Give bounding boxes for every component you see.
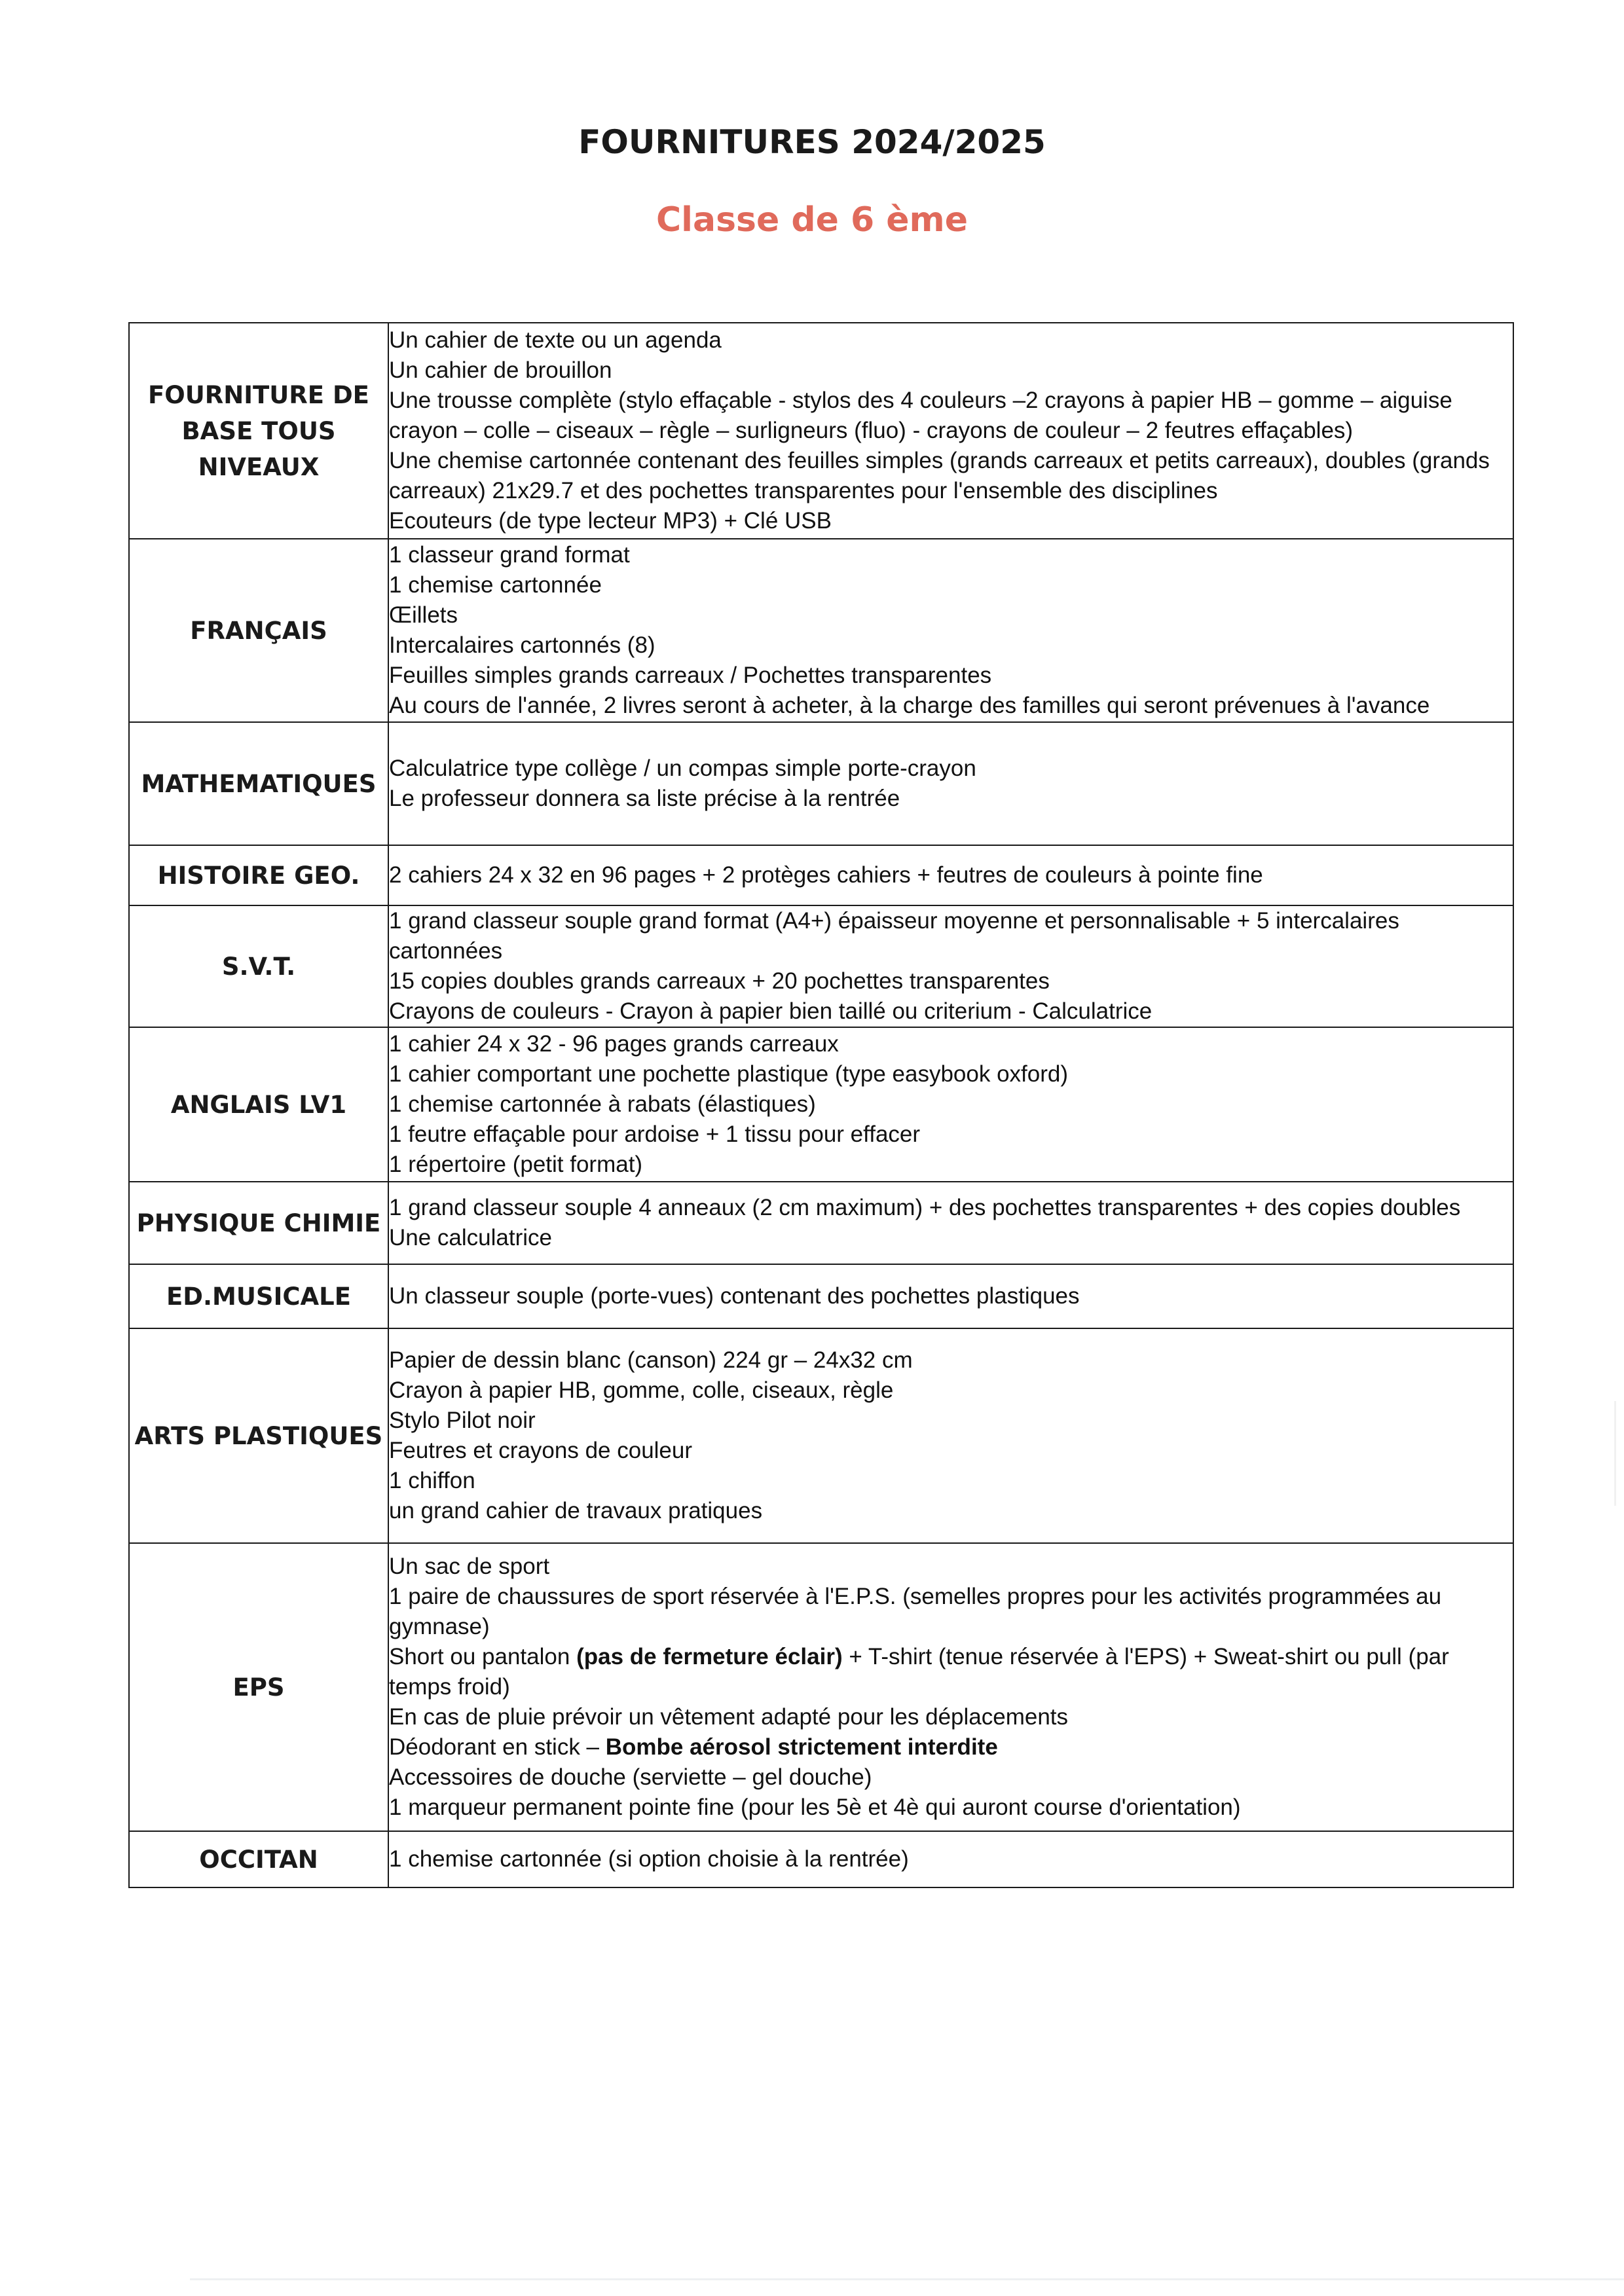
list-item: 1 feutre effaçable pour ardoise + 1 tissu pour effacer [389,1121,921,1147]
items-cell [388,1027,1513,1182]
subject-cell: FRANÇAIS [129,539,388,722]
subject-cell: EPS [129,1543,388,1831]
list-item: Feutres et crayons de couleur [389,1438,693,1463]
list-item: Accessoires de douche (serviette – gel douche) [389,1764,872,1790]
list-item: Stylo Pilot noir [389,1408,536,1433]
list-item: 2 cahiers 24 x 32 en 96 pages + 2 protèges cahiers + feutres de couleurs à pointe fine [389,862,1263,888]
list-item: Le professeur donnera sa liste précise à la rentrée [389,786,900,811]
page-title: FOURNITURES 2024/2025 [578,123,1046,161]
items-cell [388,539,1513,722]
items-cell [388,1831,1513,1887]
subject-cell: HISTOIRE GEO. [129,845,388,905]
subject-cell: S.V.T. [129,905,388,1027]
subject-cell: PHYSIQUE CHIMIE [129,1182,388,1264]
list-item: Œillets [389,602,458,628]
table-row [129,1543,1513,1831]
list-item: 1 paire de chaussures de sport réservée à l'E.P.S. (semelles propres pour les activités programmées au gymnase) [389,1584,1442,1639]
supplies-table [128,322,1514,1888]
subject-cell: ED.MUSICALE [129,1264,388,1328]
list-item: Feuilles simples grands carreaux / Pochettes transparentes [389,663,992,688]
text-segment: + T-shirt (tenue réservée à l'EPS) + Sweat-shirt ou pull (par temps froid) [389,1644,1449,1700]
table-row [129,905,1513,1027]
table-row [129,323,1513,539]
table-row [129,1831,1513,1887]
list-item: Une chemise cartonnée contenant des feuilles simples (grands carreaux et petits carreaux), doubles (grands carreaux) 21x29.7 et des pochettes transparentes pour l'ensemble des disciplines [389,448,1490,503]
subject-cell: OCCITAN [129,1831,388,1887]
items-cell [388,1543,1513,1831]
list-item: 1 chemise cartonnée [389,572,602,598]
list-item: Au cours de l'année, 2 livres seront à acheter, à la charge des familles qui seront prévenues à l'avance [389,693,1430,718]
items-cell [388,722,1513,845]
list-item: 1 cahier comportant une pochette plastique (type easybook oxford) [389,1061,1069,1087]
table-row [129,722,1513,845]
list-item: Ecouteurs (de type lecteur MP3) + Clé USB [389,508,832,534]
items-cell [388,845,1513,905]
list-item: 1 chiffon [389,1468,475,1493]
subject-cell: ARTS PLASTIQUES [129,1328,388,1543]
list-item: 15 copies doubles grands carreaux + 20 pochettes transparentes [389,968,1050,994]
items-cell [388,905,1513,1027]
list-item: 1 grand classeur souple grand format (A4+) épaisseur moyenne et personnalisable + 5 intercalaires cartonnées [389,908,1399,964]
list-item: 1 marqueur permanent pointe fine (pour les 5è et 4è qui auront course d'orientation) [389,1795,1241,1820]
scan-artifact-line [190,2278,1624,2280]
list-item: Calculatrice type collège / un compas simple porte-crayon [389,756,976,781]
items-cell [388,1182,1513,1264]
subject-cell: ANGLAIS LV1 [129,1027,388,1182]
list-item: Un classeur souple (porte-vues) contenant des pochettes plastiques [389,1283,1080,1309]
list-item: 1 répertoire (petit format) [389,1152,643,1177]
scan-artifact-edge [1614,1401,1616,1506]
subject-cell: FOURNITURE DE BASE TOUS NIVEAUX [129,323,388,539]
list-item: Crayon à papier HB, gomme, colle, ciseaux, règle [389,1377,894,1403]
table-row [129,539,1513,722]
list-item: Un cahier de texte ou un agenda [389,327,722,353]
list-item [389,1642,1513,1702]
table-row [129,845,1513,905]
list-item: Crayons de couleurs - Crayon à papier bien taillé ou criterium - Calculatrice [389,998,1153,1024]
text-segment: Déodorant en stick – [389,1734,606,1760]
list-item: 1 cahier 24 x 32 - 96 pages grands carreaux [389,1031,839,1057]
table-row [129,1264,1513,1328]
list-item: 1 classeur grand format [389,542,630,568]
list-item: Papier de dessin blanc (canson) 224 gr – 24x32 cm [389,1347,913,1373]
subject-cell: MATHEMATIQUES [129,722,388,845]
table-row [129,1328,1513,1543]
list-item: Un cahier de brouillon [389,357,612,383]
list-item: 1 grand classeur souple 4 anneaux (2 cm maximum) + des pochettes transparentes + des copies doubles [389,1195,1461,1220]
list-item [389,1732,1513,1762]
list-item: 1 chemise cartonnée (si option choisie à la rentrée) [389,1846,909,1872]
list-item: En cas de pluie prévoir un vêtement adapté pour les déplacements [389,1704,1069,1730]
items-cell [388,1328,1513,1543]
table-row [129,1182,1513,1264]
table-row [129,1027,1513,1182]
list-item: Une calculatrice [389,1225,552,1250]
list-item: un grand cahier de travaux pratiques [389,1498,763,1523]
text-segment: Short ou pantalon [389,1644,577,1669]
list-item: Intercalaires cartonnés (8) [389,632,655,658]
bold-text: Bombe aérosol strictement interdite [605,1734,998,1760]
list-item: Un sac de sport [389,1554,550,1579]
list-item: Une trousse complète (stylo effaçable - stylos des 4 couleurs –2 crayons à papier HB – gomme – aiguise crayon – colle – ciseaux – règle – surligneurs (fluo) - crayons de couleur – 2 feutres effaçables) [389,388,1452,443]
items-cell [388,1264,1513,1328]
page-subtitle: Classe de 6 ème [656,200,968,240]
items-cell [388,323,1513,539]
list-item: 1 chemise cartonnée à rabats (élastiques) [389,1091,816,1117]
bold-text: (pas de fermeture éclair) [576,1644,843,1669]
